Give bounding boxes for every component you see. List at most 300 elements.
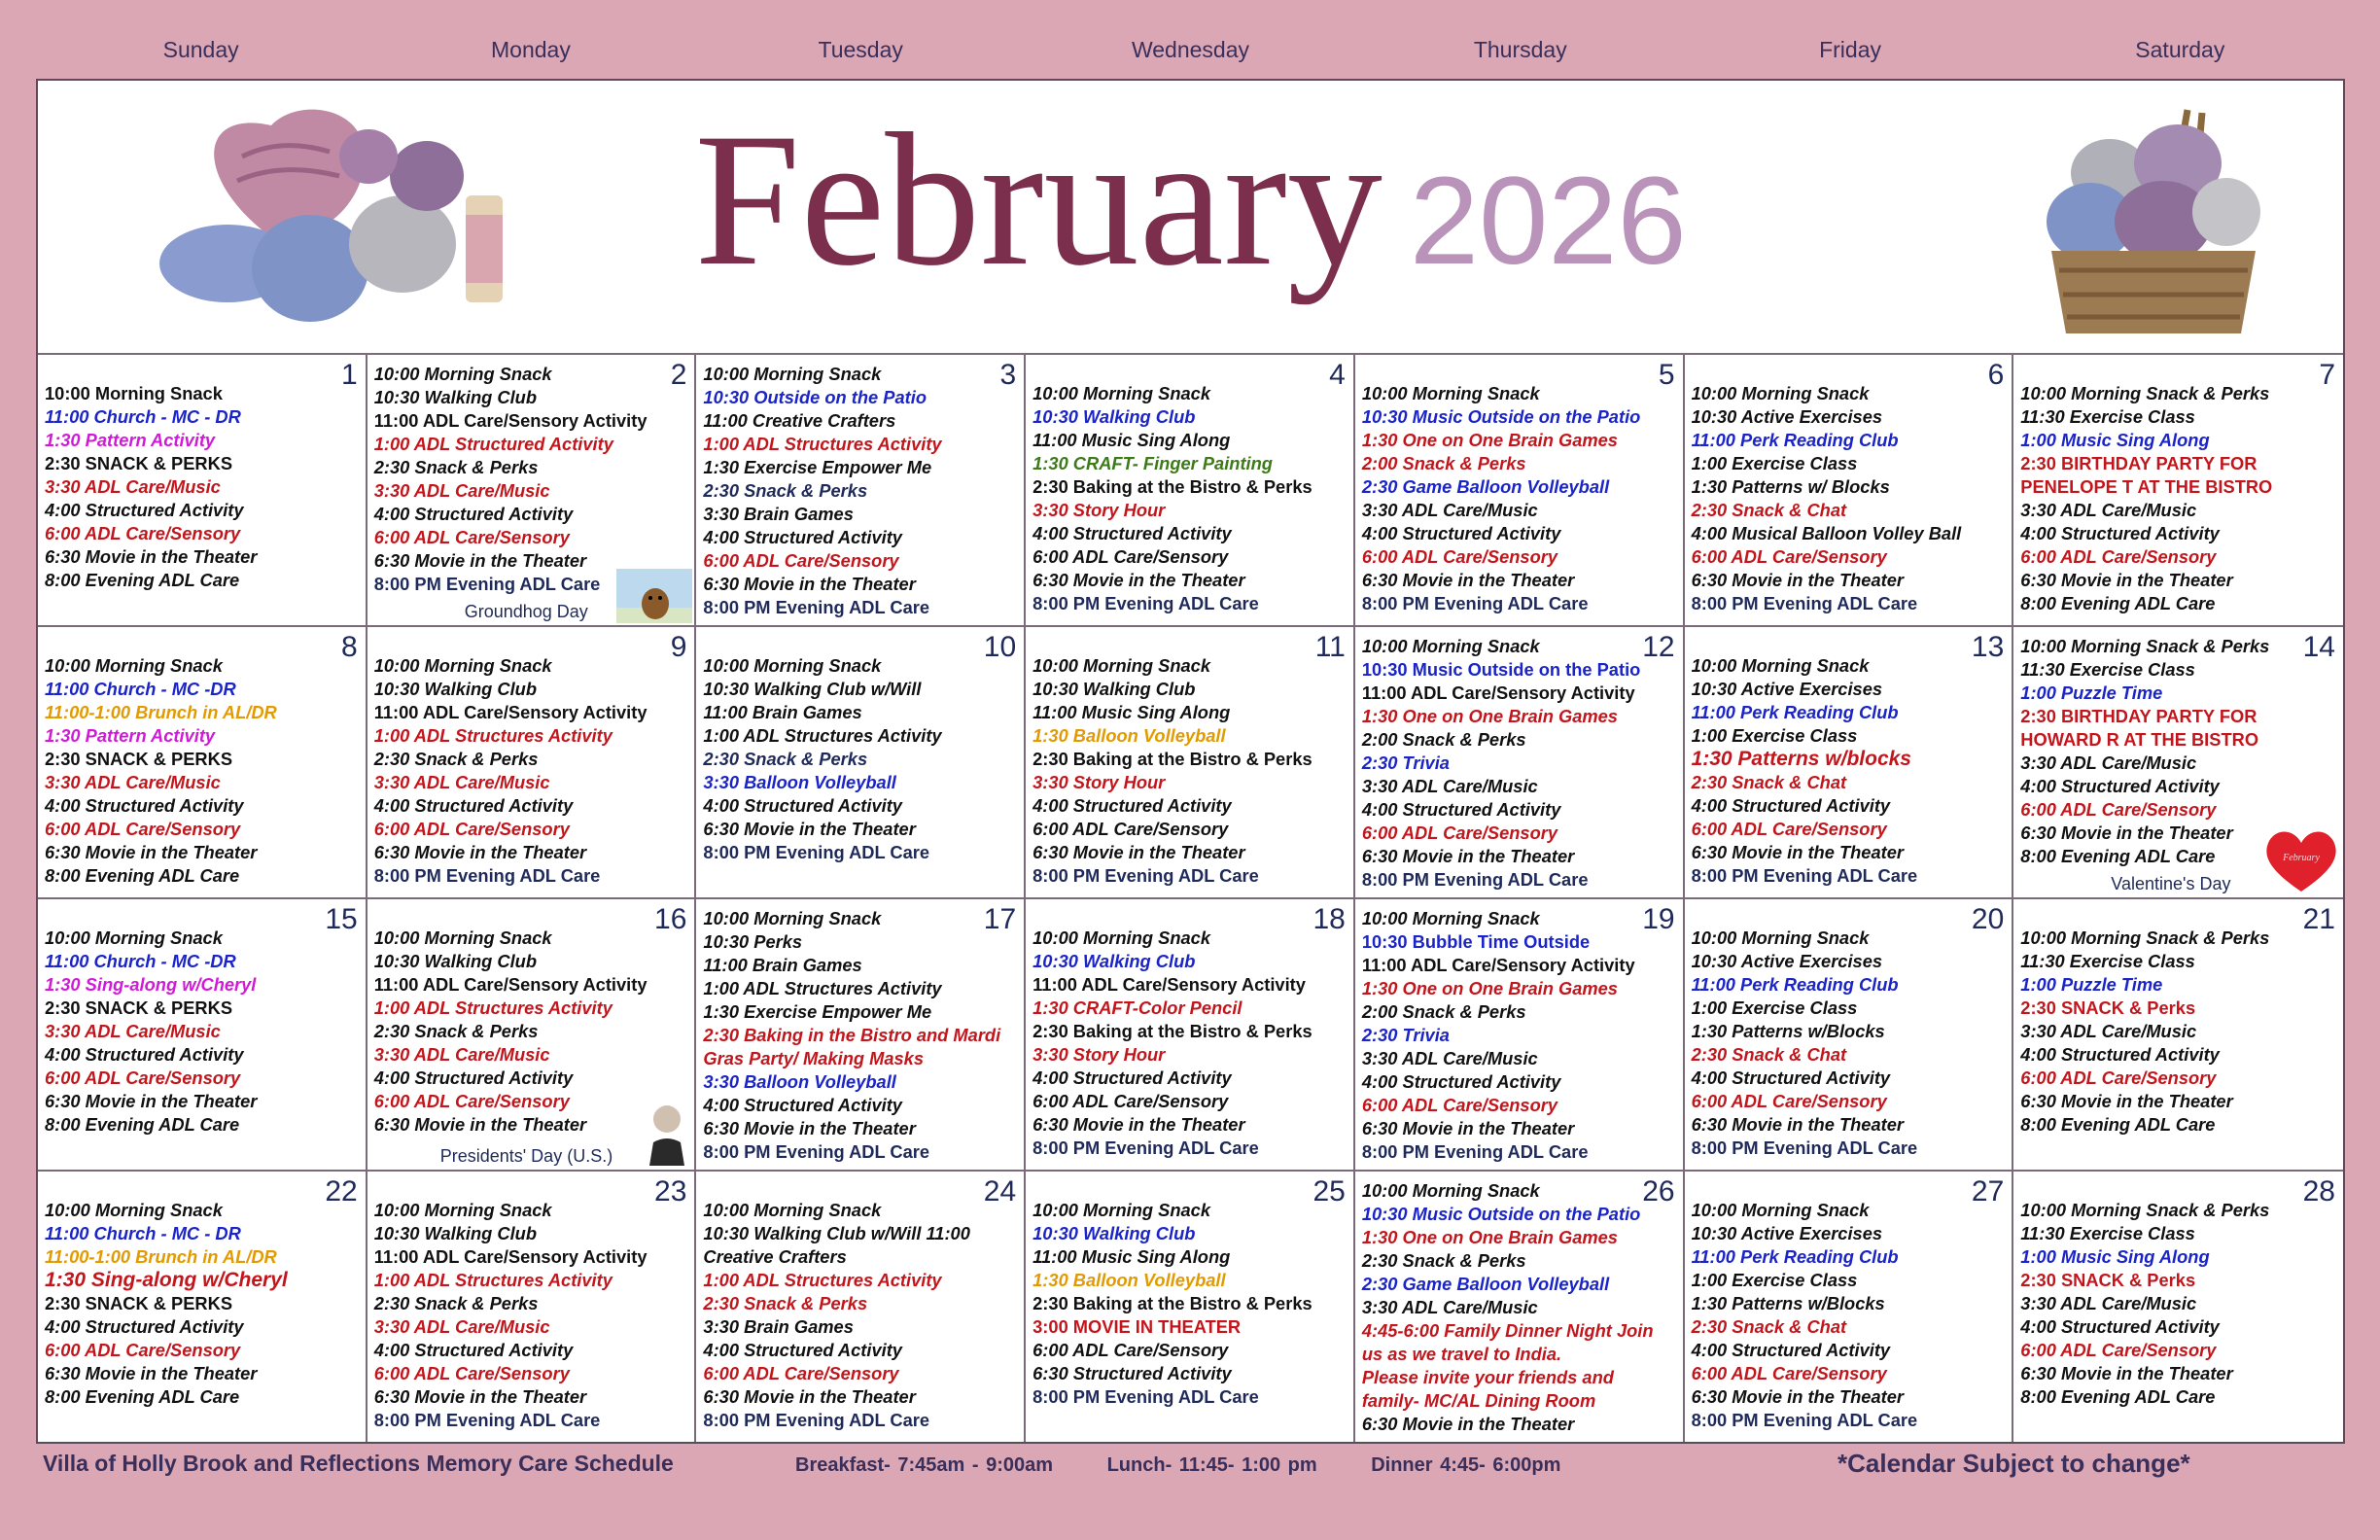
day-number: 19 — [1642, 903, 1675, 935]
event-item: 2:30 Snack & Perks — [373, 1293, 539, 1313]
event-item: 2:00 Snack & Perks — [1361, 1001, 1526, 1022]
event-item: 8:00 PM Evening ADL Care — [1361, 593, 1589, 613]
event-item: 6:00 ADL Care/Sensory — [1361, 546, 1558, 567]
event-item: 4:00 Structured Activity — [45, 795, 244, 816]
day-cell — [368, 625, 697, 897]
day-number: 2 — [670, 359, 687, 391]
year-title: 2026 — [1409, 152, 1687, 291]
event-item: 1:00 Exercise Class — [1691, 1270, 1858, 1290]
day-number: 22 — [325, 1175, 358, 1208]
event-item: 10:30 Active Exercises — [1691, 951, 1883, 971]
weekday-friday: Friday — [1819, 37, 1881, 62]
day-number: 8 — [341, 631, 358, 663]
event-item: 1:00 ADL Structures Activity — [373, 998, 612, 1018]
event-item: 4:00 Structured Activity — [45, 1316, 244, 1337]
day-number: 9 — [670, 631, 687, 663]
day-cell — [1026, 625, 1355, 897]
event-item: 4:00 Structured Activity — [1691, 1340, 1891, 1360]
event-item: 3:30 Brain Games — [703, 504, 854, 524]
event-item: 3:30 ADL Care/Music — [1361, 500, 1538, 520]
event-item: 1:30 One on One Brain Games — [1361, 1227, 1618, 1247]
day-cell — [696, 625, 1026, 897]
day-number: 24 — [983, 1175, 1017, 1208]
event-item: 2:30 Snack & Perks — [373, 1021, 539, 1041]
event-item: 10:30 Walking Club w/Will 11:00 — [703, 1223, 970, 1243]
day-cell — [2013, 897, 2343, 1170]
event-item: 8:00 PM Evening ADL Care — [1032, 865, 1259, 886]
weekday-wednesday: Wednesday — [1131, 37, 1249, 62]
event-item: 8:00 Evening ADL Care — [45, 1386, 240, 1407]
event-item: 10:30 Active Exercises — [1691, 406, 1883, 427]
event-item: 2:30 Snack & Perks — [373, 749, 539, 769]
event-item: 6:00 ADL Care/Sensory — [1032, 819, 1229, 839]
event-item: 10:00 Morning Snack & Perks — [2020, 1200, 2270, 1220]
weekday-saturday: Saturday — [2135, 37, 2225, 62]
event-item: 10:30 Bubble Time Outside — [1361, 931, 1591, 952]
event-item: 6:30 Movie in the Theater — [45, 546, 258, 567]
day-number: 6 — [1987, 359, 2005, 391]
day-cell — [2013, 1170, 2343, 1442]
event-item: 6:00 ADL Care/Sensory — [373, 527, 570, 547]
event-item: 2:30 BIRTHDAY PARTY FOR — [2020, 706, 2258, 726]
event-item: 10:00 Morning Snack — [1691, 1200, 1870, 1220]
event-item: 1:00 ADL Structures Activity — [703, 978, 942, 998]
weekday-sunday: Sunday — [162, 37, 239, 62]
event-item: 10:30 Music Outside on the Patio — [1361, 406, 1641, 427]
event-item: 1:00 Exercise Class — [1691, 725, 1858, 746]
event-item: 3:30 ADL Care/Music — [1361, 1297, 1538, 1317]
event-item: 4:00 Structured Activity — [703, 795, 902, 816]
event-item: 2:30 Snack & Perks — [373, 457, 539, 477]
event-item: 6:30 Movie in the Theater — [1032, 842, 1245, 862]
day-number: 23 — [654, 1175, 687, 1208]
event-item: 1:30 Balloon Volleyball — [1032, 725, 1226, 746]
event-item: 2:30 Trivia — [1361, 1025, 1450, 1045]
event-item: 11:30 Exercise Class — [2020, 1223, 2195, 1243]
event-item: 10:00 Morning Snack — [703, 908, 882, 928]
event-item: 3:30 Story Hour — [1032, 500, 1166, 520]
event-item: 11:00 Music Sing Along — [1032, 702, 1231, 722]
event-item: us as we travel to India. — [1361, 1344, 1562, 1364]
event-item: 11:00 Music Sing Along — [1032, 1246, 1231, 1267]
event-item: 10:00 Morning Snack — [1691, 383, 1870, 403]
day-cell — [2013, 353, 2343, 625]
event-item: 2:30 Game Balloon Volleyball — [1361, 476, 1610, 497]
heart-icon — [2261, 827, 2341, 895]
lunch-time: Lunch- 11:45- 1:00 pm — [1106, 1454, 1317, 1476]
calendar-frame — [36, 79, 2345, 1444]
event-item: 4:00 Structured Activity — [2020, 523, 2220, 543]
event-item: 1:00 Exercise Class — [1691, 998, 1858, 1018]
event-item: 11:00 ADL Care/Sensory Activity — [1032, 974, 1306, 995]
event-item: 3:30 ADL Care/Music — [2020, 500, 2197, 520]
event-item: 10:00 Morning Snack — [1032, 1200, 1211, 1220]
event-item: 6:30 Movie in the Theater — [1032, 570, 1245, 590]
event-item: 4:00 Structured Activity — [45, 1044, 244, 1065]
event-item: 1:00 ADL Structures Activity — [703, 725, 942, 746]
event-item: 2:30 SNACK & PERKS — [45, 1293, 233, 1313]
event-item: 8:00 PM Evening ADL Care — [1691, 1410, 1918, 1430]
event-item: 10:30 Walking Club — [1032, 679, 1196, 699]
holiday-presidents-day: Presidents' Day (U.S.) — [439, 1146, 613, 1166]
event-item: 10:30 Walking Club — [373, 951, 537, 971]
day-number: 4 — [1329, 359, 1346, 391]
event-item: HOWARD R AT THE BISTRO — [2020, 729, 2259, 750]
event-item: 10:00 Morning Snack — [373, 655, 552, 676]
event-item: 3:30 ADL Care/Music — [1361, 776, 1538, 796]
event-item: 6:00 ADL Care/Sensory — [1691, 546, 1887, 567]
event-item: 10:30 Music Outside on the Patio — [1361, 659, 1641, 680]
event-item: 8:00 PM Evening ADL Care — [1691, 593, 1918, 613]
event-item: 10:00 Morning Snack — [373, 928, 552, 948]
event-item: 10:00 Morning Snack — [703, 1200, 882, 1220]
event-item: 4:00 Structured Activity — [373, 1340, 574, 1360]
event-item: 3:30 Story Hour — [1032, 772, 1166, 792]
event-item: 6:30 Movie in the Theater — [45, 1091, 258, 1111]
event-item: 1:30 Patterns w/ Blocks — [1691, 476, 1890, 497]
event-item: 2:30 Snack & Chat — [1691, 500, 1847, 520]
event-item: 11:00 Church - MC -DR — [45, 951, 236, 971]
day-cell — [1685, 625, 2014, 897]
event-item: PENELOPE T AT THE BISTRO — [2020, 476, 2273, 497]
event-item: 3:30 ADL Care/Music — [2020, 1021, 2197, 1041]
event-item: 8:00 Evening ADL Care — [45, 1114, 240, 1135]
event-item: 4:00 Structured Activity — [1032, 795, 1232, 816]
day-cell — [38, 625, 368, 897]
event-item: 10:00 Morning Snack & Perks — [2020, 383, 2270, 403]
event-item: 11:00 ADL Care/Sensory Activity — [373, 410, 648, 431]
event-item: 11:00 Church - MC - DR — [45, 406, 241, 427]
day-cell — [1026, 353, 1355, 625]
event-item: 3:30 ADL Care/Music — [45, 476, 221, 497]
event-item: 6:00 ADL Care/Sensory — [45, 523, 241, 543]
event-item: 1:30 Patterns w/Blocks — [1691, 1021, 1885, 1041]
day-number: 5 — [1658, 359, 1675, 391]
event-item: 1:30 Sing-along w/Cheryl — [45, 1269, 288, 1291]
event-item: 6:30 Movie in the Theater — [2020, 1363, 2233, 1383]
event-item: 3:00 MOVIE IN THEATER — [1032, 1316, 1242, 1337]
event-item: 6:00 ADL Care/Sensory — [373, 1091, 570, 1111]
event-item: 10:00 Morning Snack & Perks — [2020, 928, 2270, 948]
event-item: 6:30 Structured Activity — [1032, 1363, 1232, 1383]
event-item: 1:30 Balloon Volleyball — [1032, 1270, 1226, 1290]
event-item: 10:00 Morning Snack — [45, 383, 223, 403]
event-item: 8:00 PM Evening ADL Care — [1032, 593, 1259, 613]
event-item: 4:00 Structured Activity — [373, 1068, 574, 1088]
event-item: 11:00 Perk Reading Club — [1691, 702, 1899, 722]
event-item: 4:00 Structured Activity — [1691, 1068, 1891, 1088]
day-cell — [1355, 897, 1685, 1170]
event-item: 6:30 Movie in the Theater — [373, 1114, 587, 1135]
weekday-monday: Monday — [491, 37, 571, 62]
event-item: 2:30 Baking at the Bistro & Perks — [1032, 1021, 1312, 1041]
event-item: 1:30 Exercise Empower Me — [703, 457, 932, 477]
event-item: 3:30 ADL Care/Music — [373, 480, 550, 501]
event-item: 8:00 PM Evening ADL Care — [1032, 1138, 1259, 1158]
event-item: 1:00 ADL Structures Activity — [703, 1270, 942, 1290]
event-item: 10:00 Morning Snack — [45, 655, 223, 676]
event-item: 4:00 Structured Activity — [2020, 1044, 2220, 1065]
event-item: 6:30 Movie in the Theater — [1361, 1414, 1575, 1434]
event-item: 10:30 Walking Club — [1032, 951, 1196, 971]
event-item: 10:30 Walking Club — [373, 1223, 537, 1243]
event-item: 10:00 Morning Snack — [45, 928, 223, 948]
day-cell — [1026, 1170, 1355, 1442]
day-cell — [1026, 897, 1355, 1170]
day-number: 14 — [2302, 631, 2335, 663]
day-cell — [38, 1170, 368, 1442]
event-item: 1:30 CRAFT- Finger Painting — [1032, 453, 1273, 473]
event-item: 4:00 Structured Activity — [1361, 523, 1561, 543]
meal-times — [795, 1454, 1607, 1477]
event-item: 6:00 ADL Care/Sensory — [1691, 1091, 1887, 1111]
event-item: 8:00 Evening ADL Care — [2020, 593, 2216, 613]
event-item: 10:30 Active Exercises — [1691, 679, 1883, 699]
event-item: 3:30 ADL Care/Music — [45, 772, 221, 792]
event-item: 6:30 Movie in the Theater — [373, 550, 587, 571]
event-item: 6:00 ADL Care/Sensory — [2020, 1068, 2217, 1088]
event-item: 6:30 Movie in the Theater — [703, 1386, 916, 1407]
event-item: 1:00 ADL Structures Activity — [373, 725, 612, 746]
event-item: 4:00 Structured Activity — [373, 504, 574, 524]
day-number: 1 — [341, 359, 358, 391]
event-item: 8:00 PM Evening ADL Care — [1691, 1138, 1918, 1158]
groundhog-icon — [616, 569, 692, 623]
event-item: 6:00 ADL Care/Sensory — [703, 550, 899, 571]
event-item: 3:30 Balloon Volleyball — [703, 1071, 896, 1092]
event-item: 4:00 Structured Activity — [45, 500, 244, 520]
event-item: 6:30 Movie in the Theater — [2020, 1091, 2233, 1111]
day-number: 13 — [1971, 631, 2005, 663]
event-item: 10:00 Morning Snack — [45, 1200, 223, 1220]
holiday-valentines-day: Valentine's Day — [2111, 874, 2231, 893]
event-item: 8:00 PM Evening ADL Care — [1691, 865, 1918, 886]
event-item: 11:00 Perk Reading Club — [1691, 1246, 1899, 1267]
event-item: 11:00 Perk Reading Club — [1691, 430, 1899, 450]
event-item: 4:00 Structured Activity — [1361, 799, 1561, 820]
event-item: 2:30 BIRTHDAY PARTY FOR — [2020, 453, 2258, 473]
event-item: 6:30 Movie in the Theater — [703, 574, 916, 594]
day-cell — [1355, 353, 1685, 625]
event-item: 4:00 Structured Activity — [703, 527, 902, 547]
event-item: 2:30 Snack & Perks — [703, 480, 868, 501]
event-item: 3:30 ADL Care/Music — [2020, 1293, 2197, 1313]
event-item: 11:00-1:00 Brunch in AL/DR — [45, 1246, 277, 1267]
event-item: 2:00 Snack & Perks — [1361, 453, 1526, 473]
event-item: 11:00 Creative Crafters — [703, 410, 896, 431]
event-item: 6:30 Movie in the Theater — [373, 842, 587, 862]
event-item: 2:30 SNACK & Perks — [2020, 1270, 2196, 1290]
event-item: 8:00 PM Evening ADL Care — [703, 1141, 930, 1162]
event-item: 2:30 SNACK & PERKS — [45, 453, 233, 473]
event-item: 11:00 Perk Reading Club — [1691, 974, 1899, 995]
day-number: 3 — [999, 359, 1017, 391]
event-item: 10:30 Perks — [703, 931, 803, 952]
weekday-tuesday: Tuesday — [818, 37, 903, 62]
event-item: 1:00 Puzzle Time — [2020, 682, 2163, 703]
event-item: 2:30 SNACK & PERKS — [45, 998, 233, 1018]
event-item: 1:00 ADL Structures Activity — [703, 434, 942, 454]
breakfast-time: Breakfast- 7:45am - 9:00am — [795, 1454, 1054, 1476]
event-item: 11:00 Church - MC - DR — [45, 1223, 241, 1243]
event-item: 10:30 Walking Club — [1032, 406, 1196, 427]
event-item: 11:00 ADL Care/Sensory Activity — [373, 1246, 648, 1267]
event-item: 6:30 Movie in the Theater — [703, 1118, 916, 1138]
event-item: 2:30 Baking in the Bistro and Mardi — [703, 1025, 1001, 1045]
event-item: 10:00 Morning Snack — [1361, 636, 1540, 656]
event-item: 2:30 Snack & Chat — [1691, 772, 1847, 792]
event-item: 3:30 ADL Care/Music — [373, 1316, 550, 1337]
event-item: 6:30 Movie in the Theater — [1361, 846, 1575, 866]
event-item: 11:30 Exercise Class — [2020, 659, 2195, 680]
event-item: 8:00 Evening ADL Care — [2020, 1386, 2216, 1407]
event-item: 3:30 ADL Care/Music — [1361, 1048, 1538, 1068]
event-item: 2:30 Snack & Perks — [703, 749, 868, 769]
event-item: 2:30 Snack & Perks — [703, 1293, 868, 1313]
event-item: 4:00 Structured Activity — [2020, 776, 2220, 796]
day-cell — [1355, 1170, 1685, 1442]
day-cell — [1685, 353, 2014, 625]
event-item: 6:30 Movie in the Theater — [45, 842, 258, 862]
event-item: 4:45-6:00 Family Dinner Night Join — [1361, 1320, 1654, 1341]
event-item: 2:30 SNACK & PERKS — [45, 749, 233, 769]
event-item: 2:30 SNACK & Perks — [2020, 998, 2196, 1018]
day-cell — [38, 897, 368, 1170]
event-item: 1:30 Sing-along w/Cheryl — [45, 974, 257, 995]
event-item: 8:00 Evening ADL Care — [2020, 1114, 2216, 1135]
month-title: February — [694, 94, 1382, 305]
event-item: 8:00 PM Evening ADL Care — [703, 1410, 930, 1430]
event-item: 11:00 ADL Care/Sensory Activity — [1361, 682, 1635, 703]
event-item: 10:00 Morning Snack — [373, 364, 552, 384]
event-item: 10:00 Morning Snack — [1361, 1180, 1540, 1201]
day-number: 12 — [1642, 631, 1675, 663]
event-item: 10:00 Morning Snack — [1032, 928, 1211, 948]
event-item: 1:30 One on One Brain Games — [1361, 430, 1618, 450]
event-item: 4:00 Musical Balloon Volley Ball — [1691, 523, 1962, 543]
day-number: 18 — [1312, 903, 1346, 935]
event-item: 1:00 Puzzle Time — [2020, 974, 2163, 995]
event-item: 4:00 Structured Activity — [2020, 1316, 2220, 1337]
heart-icon-label: February — [2283, 853, 2320, 863]
event-item: 8:00 PM Evening ADL Care — [373, 865, 601, 886]
day-number: 28 — [2302, 1175, 2335, 1208]
event-item: 3:30 ADL Care/Music — [373, 772, 550, 792]
event-item: 6:30 Movie in the Theater — [373, 1386, 587, 1407]
event-item: 10:30 Walking Club — [373, 679, 537, 699]
holiday-groundhog-day: Groundhog Day — [464, 602, 588, 621]
day-number: 26 — [1642, 1175, 1675, 1208]
day-cell — [368, 1170, 697, 1442]
calendar-header — [38, 81, 2343, 353]
day-cell — [1355, 625, 1685, 897]
event-item: 1:00 Music Sing Along — [2020, 430, 2210, 450]
yarn-basket-illustration — [2032, 105, 2275, 348]
event-item: 8:00 PM Evening ADL Care — [1032, 1386, 1259, 1407]
event-item: 3:30 ADL Care/Music — [373, 1044, 550, 1065]
event-item: 3:30 ADL Care/Music — [45, 1021, 221, 1041]
event-item: 6:00 ADL Care/Sensory — [1032, 546, 1229, 567]
event-item: 11:00 Brain Games — [703, 702, 862, 722]
event-item: 4:00 Structured Activity — [373, 795, 574, 816]
day-number: 17 — [983, 903, 1017, 935]
event-item: 6:00 ADL Care/Sensory — [1361, 822, 1558, 843]
event-item: 10:00 Morning Snack — [1361, 383, 1540, 403]
event-item: 6:30 Movie in the Theater — [1361, 1118, 1575, 1138]
event-item: 8:00 Evening ADL Care — [45, 570, 240, 590]
event-item: 6:00 ADL Care/Sensory — [703, 1363, 899, 1383]
event-item: 11:00 ADL Care/Sensory Activity — [1361, 955, 1635, 975]
day-number: 25 — [1312, 1175, 1346, 1208]
event-item: 10:30 Walking Club — [373, 387, 537, 407]
event-item: 1:30 One on One Brain Games — [1361, 978, 1618, 998]
event-item: 1:30 Patterns w/blocks — [1691, 748, 1911, 770]
event-item: 2:30 Snack & Chat — [1691, 1316, 1847, 1337]
day-number: 20 — [1971, 903, 2005, 935]
event-item: Creative Crafters — [703, 1246, 847, 1267]
day-number: 15 — [325, 903, 358, 935]
event-item: 4:00 Structured Activity — [1032, 523, 1232, 543]
event-item: Please invite your friends and — [1361, 1367, 1614, 1387]
day-cell — [2013, 625, 2343, 897]
event-item: 6:00 ADL Care/Sensory — [45, 1340, 241, 1360]
event-item: 2:30 Baking at the Bistro & Perks — [1032, 1293, 1312, 1313]
event-item: 6:00 ADL Care/Sensory — [373, 1363, 570, 1383]
event-item: 6:30 Movie in the Theater — [1691, 1386, 1904, 1407]
day-number: 7 — [2319, 359, 2335, 391]
event-item: 1:30 Pattern Activity — [45, 430, 216, 450]
event-item: 10:30 Music Outside on the Patio — [1361, 1204, 1641, 1224]
event-item: 4:00 Structured Activity — [703, 1095, 902, 1115]
event-item: Gras Party/ Making Masks — [703, 1048, 925, 1068]
day-number: 27 — [1971, 1175, 2005, 1208]
event-item: 6:30 Movie in the Theater — [1691, 570, 1904, 590]
event-item: 1:30 Patterns w/Blocks — [1691, 1293, 1885, 1313]
day-number: 10 — [983, 631, 1017, 663]
event-item: 6:30 Movie in the Theater — [2020, 570, 2233, 590]
event-item: 6:00 ADL Care/Sensory — [1032, 1091, 1229, 1111]
event-item: 6:30 Movie in the Theater — [1691, 1114, 1904, 1135]
event-item: 6:30 Movie in the Theater — [2020, 822, 2233, 843]
event-item: 2:30 Snack & Chat — [1691, 1044, 1847, 1065]
event-item: 6:00 ADL Care/Sensory — [373, 819, 570, 839]
day-cell — [696, 353, 1026, 625]
event-item: 10:30 Walking Club w/Will — [703, 679, 922, 699]
facility-name: Villa of Holly Brook and Reflections Memory Care Schedule — [43, 1451, 674, 1476]
day-cell — [38, 353, 368, 625]
event-item: 6:30 Movie in the Theater — [1032, 1114, 1245, 1135]
event-item: 8:00 PM Evening ADL Care — [703, 842, 930, 862]
event-item: 6:30 Movie in the Theater — [1691, 842, 1904, 862]
event-item: 3:30 ADL Care/Music — [2020, 752, 2197, 773]
event-item: 3:30 Story Hour — [1032, 1044, 1166, 1065]
event-item: 11:00-1:00 Brunch in AL/DR — [45, 702, 277, 722]
day-number: 16 — [654, 903, 687, 935]
event-item: 10:00 Morning Snack — [1361, 908, 1540, 928]
event-item: 6:00 ADL Care/Sensory — [1032, 1340, 1229, 1360]
event-item: 10:30 Walking Club — [1032, 1223, 1196, 1243]
day-cell — [696, 1170, 1026, 1442]
calendar-grid — [38, 353, 2343, 1442]
event-item: 4:00 Structured Activity — [1361, 1071, 1561, 1092]
event-item: 10:00 Morning Snack & Perks — [2020, 636, 2270, 656]
event-item: family- MC/AL Dining Room — [1361, 1390, 1596, 1411]
event-item: 10:00 Morning Snack — [1691, 928, 1870, 948]
event-item: 1:30 CRAFT-Color Pencil — [1032, 998, 1242, 1018]
event-item: 6:00 ADL Care/Sensory — [45, 1068, 241, 1088]
event-item: 10:30 Active Exercises — [1691, 1223, 1883, 1243]
event-item: 8:00 PM Evening ADL Care — [1361, 869, 1589, 890]
